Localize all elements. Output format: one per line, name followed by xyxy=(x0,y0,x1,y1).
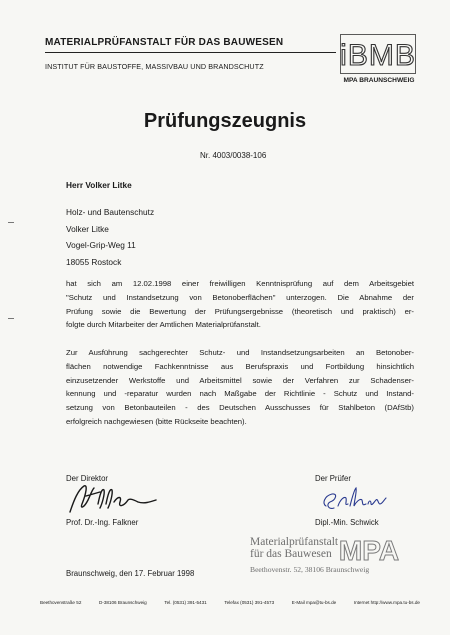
examiner-signature-icon xyxy=(316,480,396,514)
examiner-name: Dipl.-Min. Schwick xyxy=(315,518,379,527)
stamp-logo-text: MPA xyxy=(339,535,399,564)
institution-name: MATERIALPRÜFANSTALT FÜR DAS BAUWESEN xyxy=(45,37,284,48)
text-line: flächen notwendige Fachkenntnisse aus Berufspraxis und Fortbildung hinsichtlich xyxy=(66,361,414,371)
text-line: kennung und -reparatur wurden nach Maßgabe der Richtlinie - Schutz und Instand- xyxy=(66,389,414,399)
stamp-address: Beethovenstr. 52, 38106 Braunschweig xyxy=(250,565,370,574)
footer-website: Internet http://www.mpa.tu-bs.de xyxy=(353,600,420,605)
document-number: Nr. 4003/0038-106 xyxy=(200,151,267,160)
text-line: Prüfung sowie die Bewertung der Prüfungsergebnisse (theoretisch und praktisch) er- xyxy=(66,306,414,316)
recipient-address xyxy=(66,204,154,271)
stamp-line-1: Materialprüfanstalt xyxy=(250,536,339,548)
stamp-line-2: für das Bauwesen xyxy=(250,548,332,560)
address-line: Volker Litke xyxy=(66,223,109,234)
margin-tick xyxy=(8,222,14,223)
recipient-name: Herr Volker Litke xyxy=(66,180,132,190)
document-title: Prüfungszeugnis xyxy=(143,110,307,132)
header-divider xyxy=(45,52,336,53)
director-label: Der Direktor xyxy=(66,474,109,483)
director-name: Prof. Dr.-Ing. Falkner xyxy=(66,518,139,527)
text-line: einzusetzender Werkstoffe und Arbeitsmittel sowie der Verfahren zur Schadenser- xyxy=(66,375,414,385)
director-signature-icon xyxy=(64,478,174,518)
footer xyxy=(40,600,420,605)
text-line: folgte durch Mitarbeiter der Amtlichen Materialprüfanstalt. xyxy=(66,320,261,330)
text-line: erfolgreich nachgewiesen (bitte Rückseite beachten). xyxy=(66,416,247,426)
footer-address: Beethovenstraße 52 xyxy=(40,600,82,605)
footer-phone: Tel. (0531) 391-5431 xyxy=(164,600,207,605)
examiner-label: Der Prüfer xyxy=(315,474,351,483)
official-stamp xyxy=(250,533,418,579)
footer-email: E-Mail mpa@tu-bs.de xyxy=(291,600,337,605)
footer-city: D-38106 Braunschweig xyxy=(98,600,147,605)
logo-text: iBMB xyxy=(340,39,416,72)
mpa-logo-icon xyxy=(339,534,399,564)
margin-tick xyxy=(8,318,14,319)
address-line: Vogel-Grip-Weg 11 xyxy=(66,240,136,251)
address-line: Holz- und Bautenschutz xyxy=(66,207,155,217)
footer-fax: Telefax (0531) 391-4573 xyxy=(224,600,275,605)
text-line: hat sich am 12.02.1998 einer freiwilligen Kenntnisprüfung auf dem Arbeitsgebiet xyxy=(66,279,414,288)
text-line: setzung von Betonbauteilen - des Deutschen Ausschusses für Stahlbeton (DAfStb) xyxy=(66,403,414,413)
body-paragraph-1 xyxy=(66,277,414,332)
body-paragraph-2 xyxy=(66,346,414,429)
place-date: Braunschweig, den 17. Februar 1998 xyxy=(66,569,195,578)
text-line: "Schutz und Instandsetzung von Betonoberflächen" unterzogen. Die Abnahme der xyxy=(66,292,414,302)
address-line: 18055 Rostock xyxy=(66,257,122,268)
ibmb-logo-icon xyxy=(340,34,416,74)
text-line: Zur Ausführung sachgerechter Schutz- und Instandsetzungsarbeiten an Betonober- xyxy=(66,348,414,357)
logo-caption: MPA BRAUNSCHWEIG xyxy=(343,77,415,84)
institute-name: INSTITUT FÜR BAUSTOFFE, MASSIVBAU UND BRANDSCHUTZ xyxy=(45,62,264,71)
